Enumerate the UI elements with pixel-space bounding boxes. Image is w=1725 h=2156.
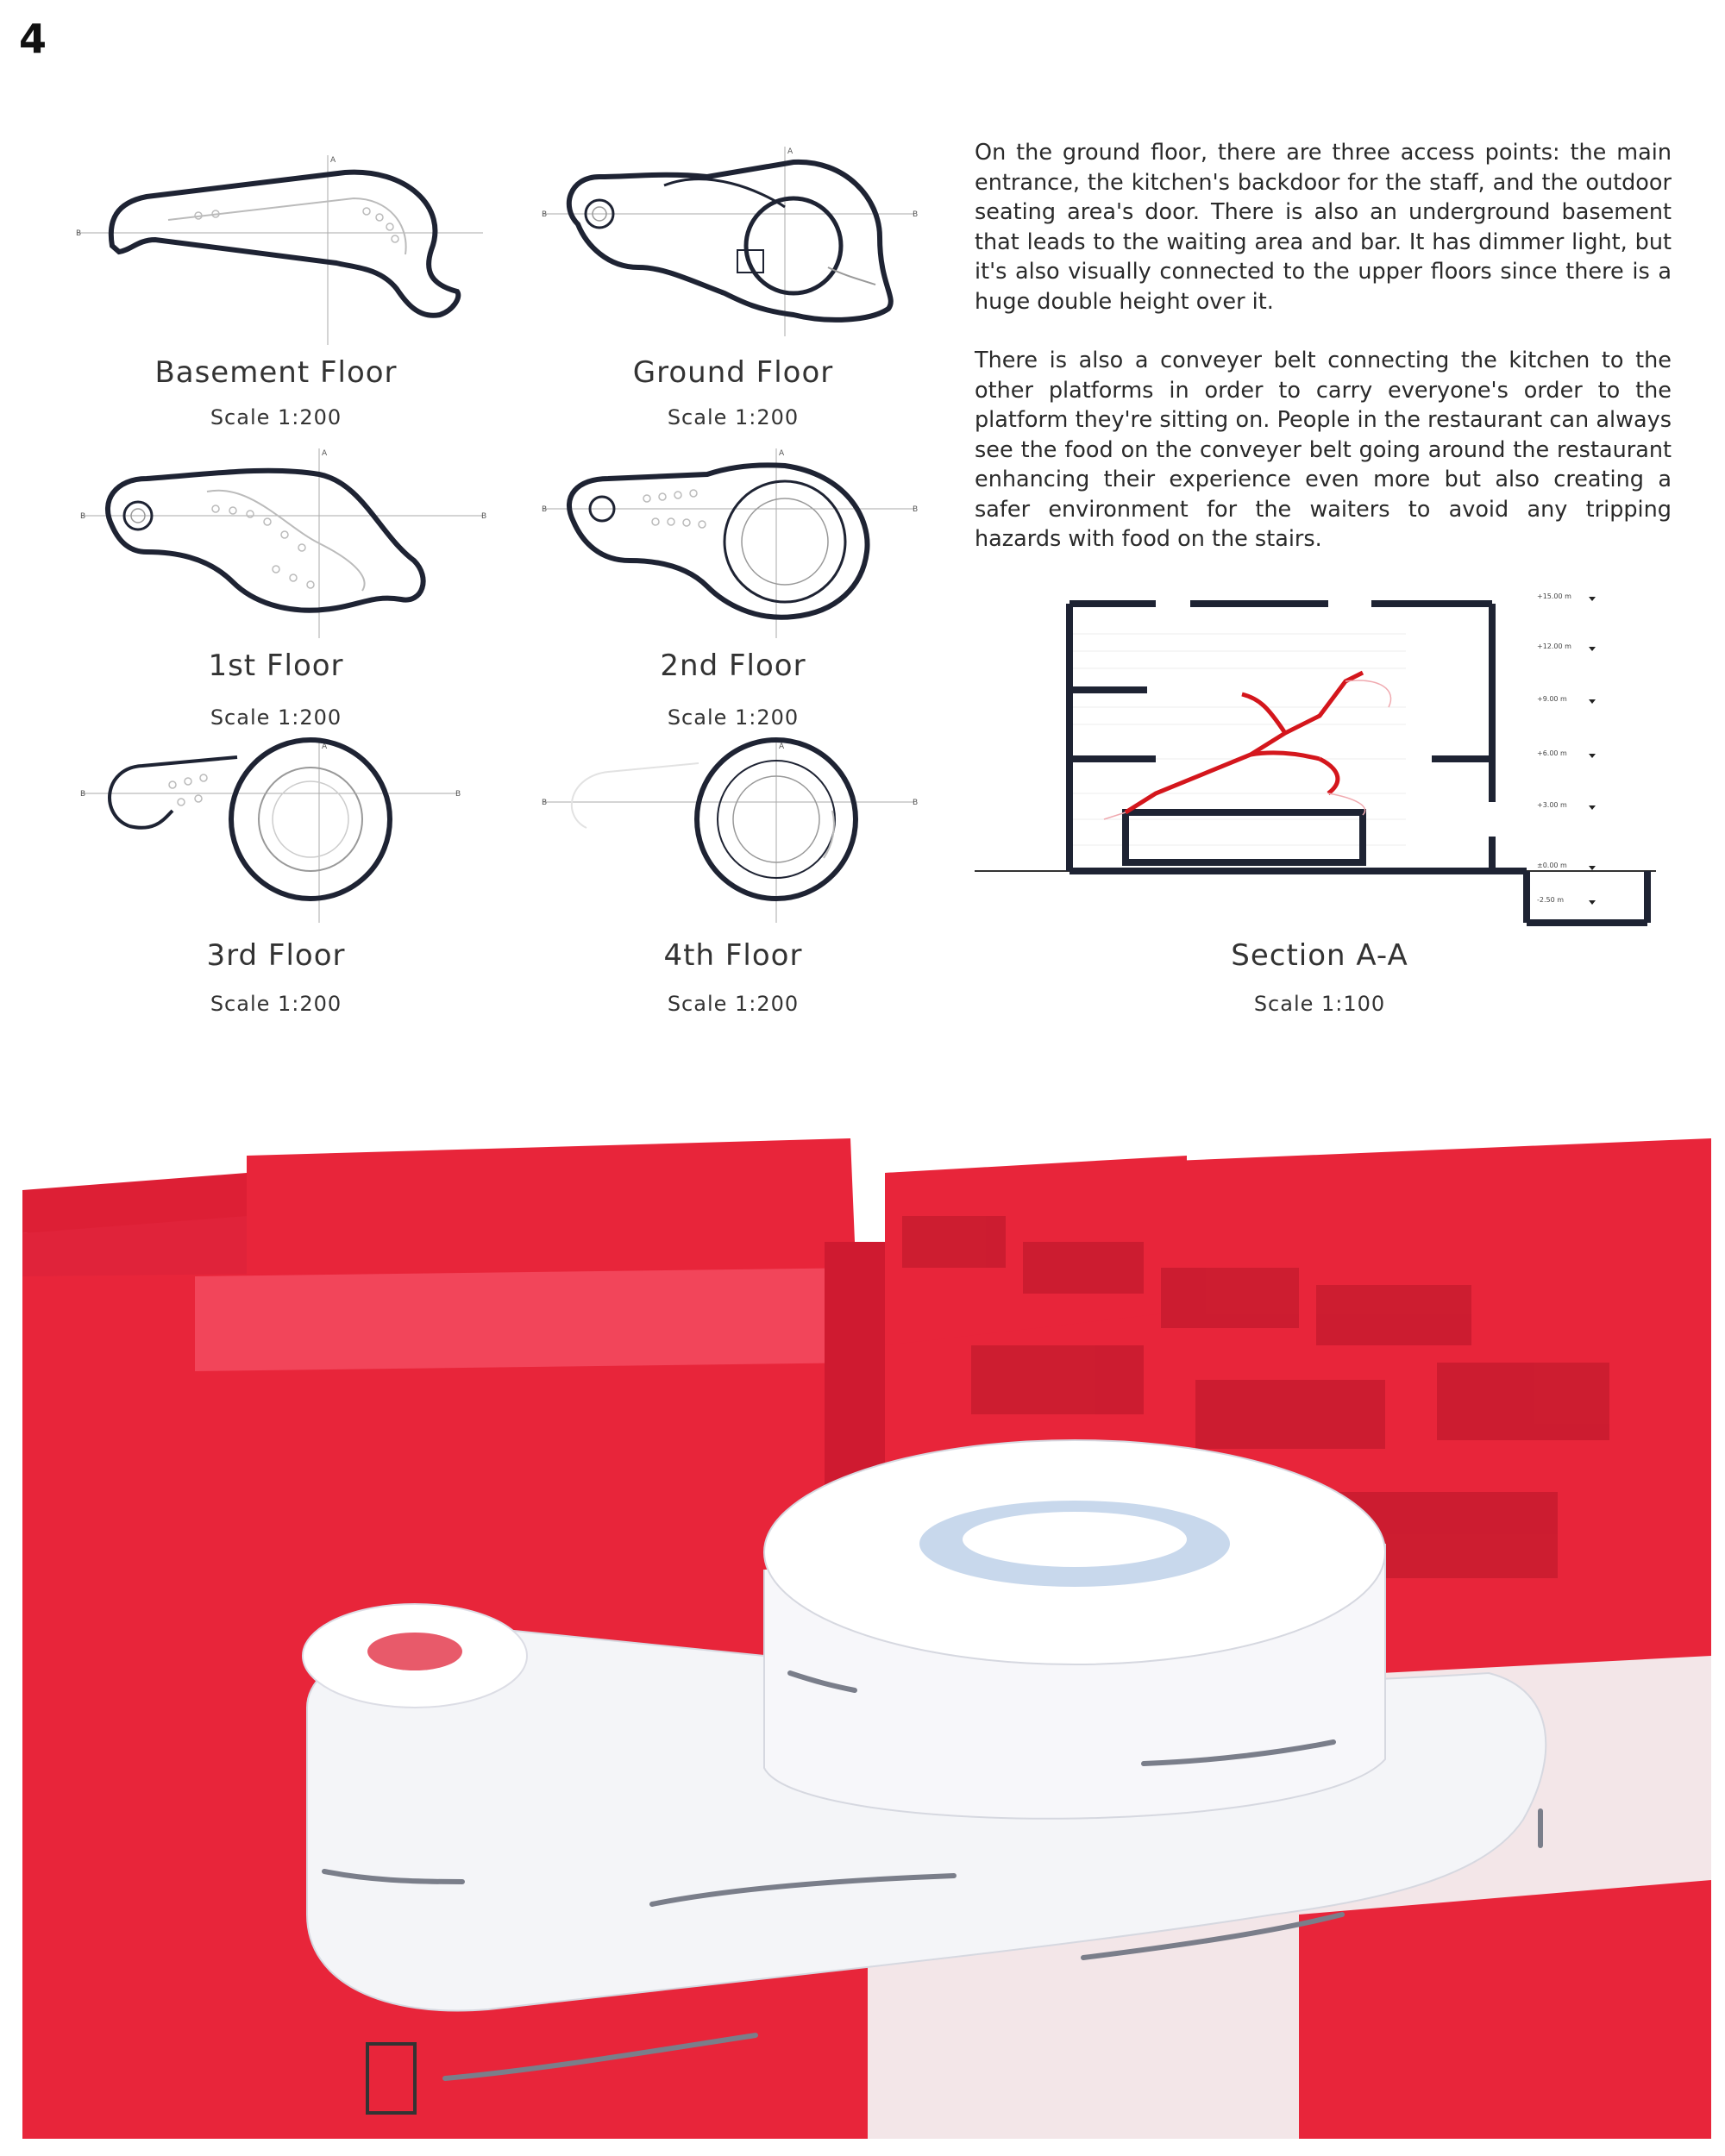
plan-marker-left: B [542, 210, 548, 219]
plan-marker-right: B [481, 512, 487, 521]
plan-marker-right: B [913, 799, 919, 807]
section-drawing [975, 586, 1682, 931]
plan-4th-floor [535, 733, 932, 931]
plan-scale-1st-floor: Scale 1:200 [210, 705, 342, 730]
plan-marker-top: A [779, 743, 785, 751]
1st-floor-plan-drawing [78, 440, 492, 647]
2nd-floor-plan-drawing [535, 440, 932, 647]
plan-scale-3rd-floor: Scale 1:200 [210, 992, 342, 1016]
plan-marker-left: B [542, 505, 548, 514]
level-marker-icon [1589, 647, 1596, 651]
render-image [22, 1138, 1711, 2139]
render-drawing [22, 1138, 1711, 2139]
level-label: +12.00 m [1537, 642, 1571, 650]
plan-scale-4th-floor: Scale 1:200 [667, 992, 800, 1016]
plan-title-ground: Ground Floor [632, 355, 834, 390]
level-marker-icon [1589, 900, 1596, 905]
plan-2nd-floor [535, 440, 932, 647]
plan-ground [535, 138, 932, 345]
plan-marker-right: B [455, 790, 461, 799]
plan-basement [69, 138, 500, 345]
plan-marker-top: A [322, 743, 328, 751]
level-label: +9.00 m [1537, 695, 1567, 703]
section-a-a [975, 586, 1682, 935]
level-label: +3.00 m [1537, 801, 1567, 809]
plan-marker-left: B [542, 799, 548, 807]
plan-marker-left: B [76, 229, 82, 238]
plan-scale-2nd-floor: Scale 1:200 [667, 705, 800, 730]
plan-3rd-floor [78, 733, 474, 931]
3rd-floor-plan-drawing [78, 733, 474, 931]
plan-marker-top: A [779, 449, 785, 458]
description-paragraph-2: There is also a conveyer belt connecting the kitchen to the other platforms in order to carry everyone's order to the platform they're sitting on. People in the restaurant can always see the food on the conveyer belt going around the restaurant enhancing their experience even more but also creating a safer environment for the waiters to avoid any tripping hazards with food on the stairs. [975, 348, 1672, 552]
level-label: +6.00 m [1537, 749, 1567, 757]
plan-marker-top: A [330, 156, 336, 165]
level-marker-icon [1589, 866, 1596, 870]
plan-title-basement: Basement Floor [154, 355, 398, 390]
plan-scale-basement: Scale 1:200 [210, 405, 342, 429]
plan-marker-left: B [80, 790, 86, 799]
ground-floor-plan-drawing [535, 138, 932, 345]
plan-title-1st-floor: 1st Floor [208, 649, 344, 683]
4th-floor-plan-drawing [535, 733, 932, 931]
plan-marker-right: B [913, 210, 919, 219]
plan-marker-top: A [322, 449, 328, 458]
plan-title-3rd-floor: 3rd Floor [206, 938, 346, 973]
plan-title-4th-floor: 4th Floor [663, 938, 803, 973]
level-label: +15.00 m [1537, 592, 1571, 600]
plan-marker-top: A [787, 147, 794, 156]
description [975, 138, 1672, 584]
plan-marker-left: B [80, 512, 86, 521]
level-label: -2.50 m [1537, 896, 1565, 904]
page-number: 4 [19, 16, 47, 62]
plan-1st-floor [78, 440, 492, 647]
plan-scale-ground: Scale 1:200 [667, 405, 800, 429]
level-marker-icon [1589, 754, 1596, 758]
level-marker-icon [1589, 597, 1596, 601]
basement-floor-plan-drawing [69, 138, 500, 345]
section-title: Section A-A [1231, 938, 1408, 973]
level-marker-icon [1589, 805, 1596, 810]
plan-marker-right: B [913, 505, 919, 514]
description-paragraph-1: On the ground floor, there are three access points: the main entrance, the kitchen's backdoor for the staff, and the outdoor seating area's door. There is also an underground basement that leads to the waiting area and bar. It has dimmer light, but it's also visually connected to the upper floors since there is a huge double height over it. [975, 140, 1672, 315]
plan-title-2nd-floor: 2nd Floor [660, 649, 806, 683]
level-marker-icon [1589, 699, 1596, 704]
section-scale: Scale 1:100 [1253, 992, 1386, 1016]
level-label: ±0.00 m [1537, 862, 1567, 869]
